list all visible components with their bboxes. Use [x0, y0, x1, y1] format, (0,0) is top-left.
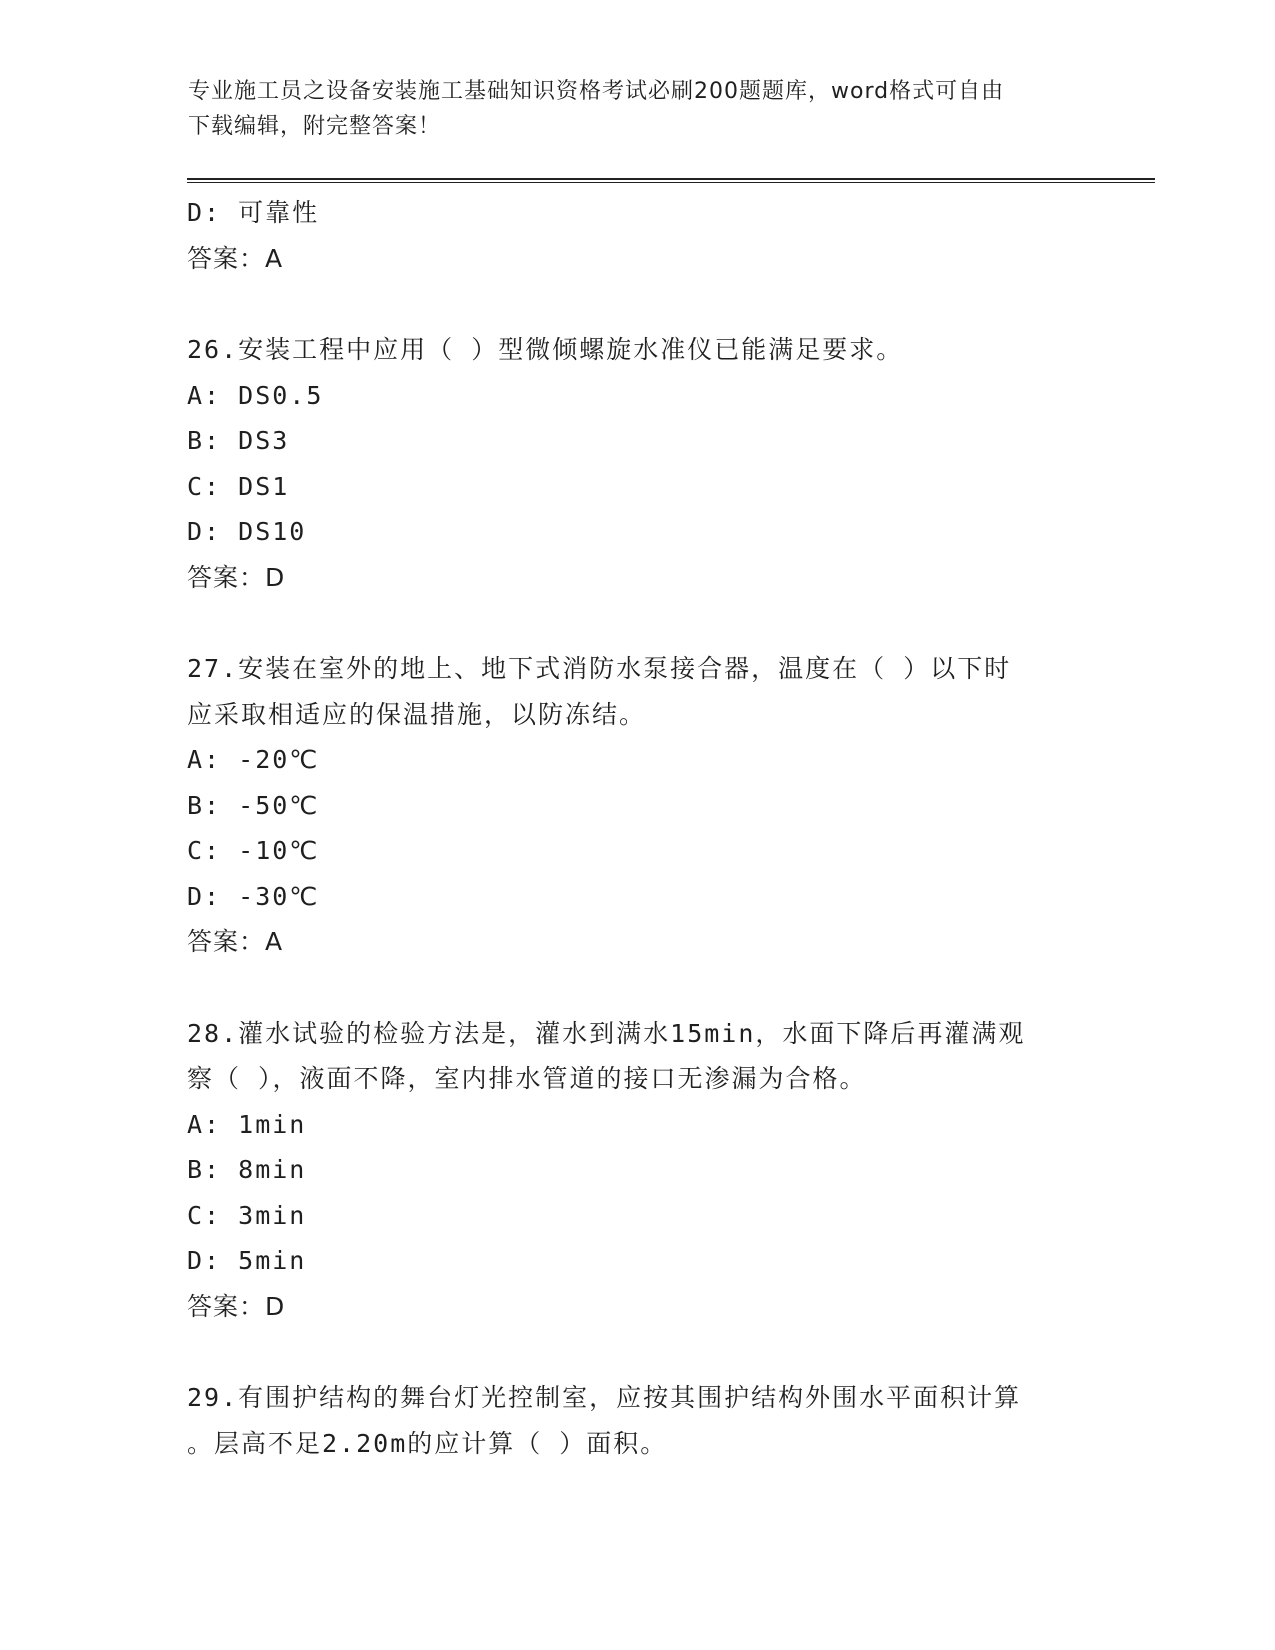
question-stem: 29.有围护结构的舞台灯光控制室，应按其围护结构外围水平面积计算: [187, 1383, 1022, 1412]
question-stem: 26.安装工程中应用（ ）型微倾螺旋水准仪已能满足要求。: [187, 335, 904, 364]
option-d: D: 可靠性: [187, 198, 320, 227]
question-stem-continued: 应采取相适应的保温措施，以防冻结。: [187, 699, 647, 729]
answer-label: 答案：A: [187, 243, 284, 273]
option-b: B: 8min: [187, 1155, 307, 1184]
option-a: A: DS0.5: [187, 380, 324, 410]
option-c: C: 3min: [187, 1200, 307, 1230]
option-a: A: 1min: [187, 1109, 307, 1139]
question-stem-continued: 。层高不足2.20m的应计算（ ）面积。: [187, 1428, 668, 1458]
option-d: D: DS10: [187, 517, 307, 546]
question-29: [187, 1375, 1087, 1466]
option-d: D: -30℃: [187, 881, 320, 911]
option-a: A: -20℃: [187, 745, 320, 774]
question-stem-continued: 察（ ），液面不降，室内排水管道的接口无渗漏为合格。: [187, 1064, 867, 1093]
header-divider: [187, 178, 1155, 183]
option-c: C: -10℃: [187, 836, 320, 865]
question-28: [187, 1011, 1087, 1330]
answer-label: 答案：A: [187, 927, 284, 956]
answer-label: 答案：D: [187, 1291, 286, 1321]
question-27: [187, 646, 1087, 965]
document-header: [188, 74, 1088, 144]
answer-label: 答案：D: [187, 562, 286, 592]
header-line-2: 下载编辑，附完整答案！: [188, 114, 442, 139]
header-line-1: 专业施工员之设备安装施工基础知识资格考试必刷200题题库，word格式可自由: [188, 79, 1005, 104]
question-25-tail: [187, 190, 1087, 281]
option-b: B: -50℃: [187, 790, 320, 820]
option-c: C: DS1: [187, 471, 290, 501]
question-26: [187, 327, 1087, 600]
option-b: B: DS3: [187, 426, 290, 455]
question-stem: 27.安装在室外的地上、地下式消防水泵接合器，温度在（ ）以下时: [187, 654, 1012, 683]
question-stem: 28.灌水试验的检验方法是，灌水到满水15min，水面下降后再灌满观: [187, 1018, 1026, 1048]
question-list: [187, 190, 1087, 1466]
option-d: D: 5min: [187, 1246, 307, 1275]
